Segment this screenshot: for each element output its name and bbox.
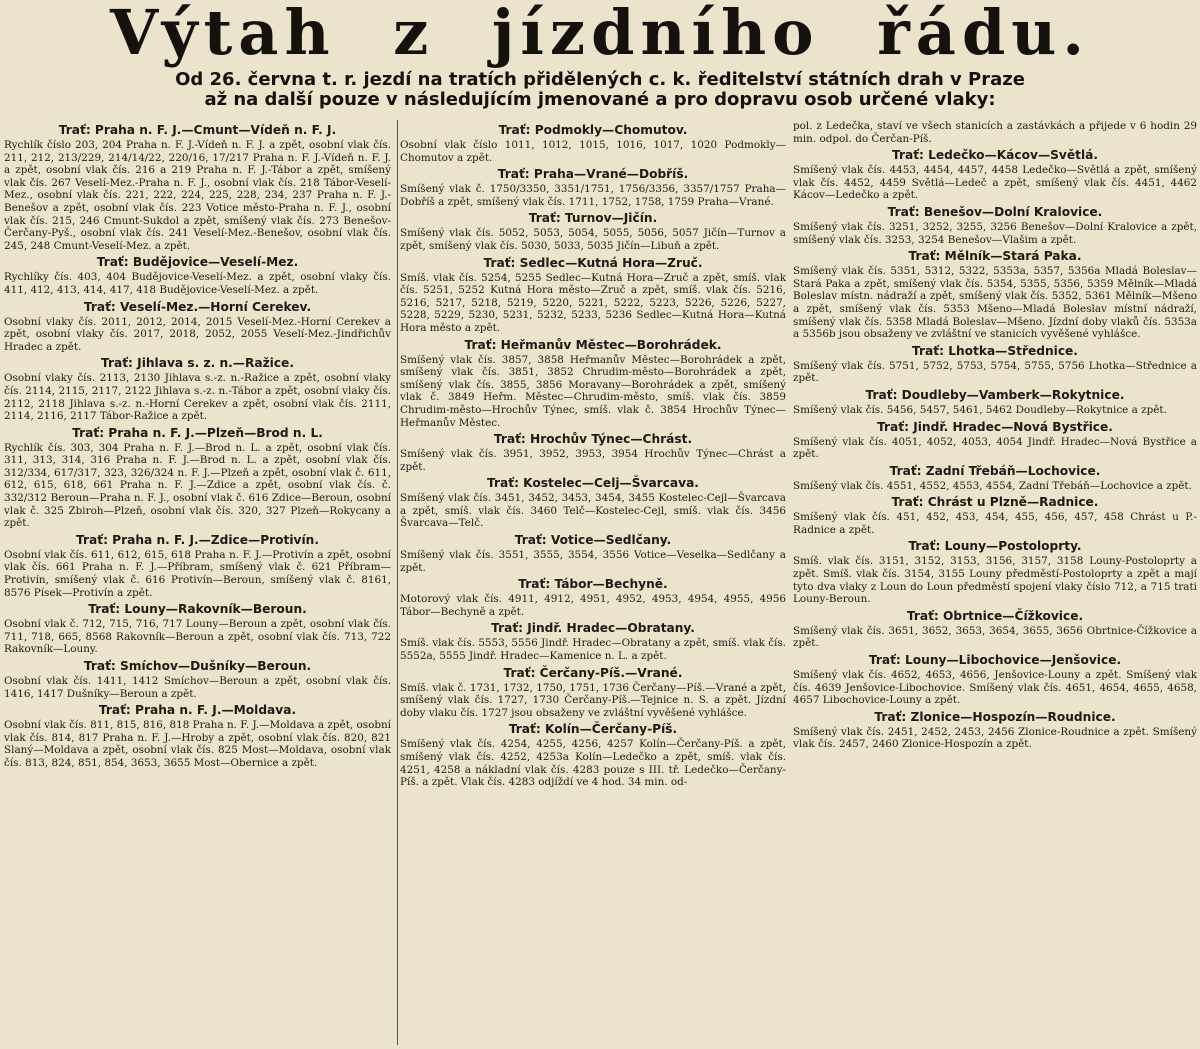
route-title: Trať: Praha—Vrané—Dobříš. bbox=[497, 167, 689, 182]
route-text: Smíšený vlak čís. 451, 452, 453, 454, 455, 456, 457, 458 Chrást u P.-Radnice a zpět. bbox=[793, 511, 1197, 536]
route-text: Smíš. vlak č. 1731, 1732, 1750, 1751, 1736 Čerčany—Píš.—Vrané a zpět, smíšený vlak čís. 1727, 1730 Čerčany-Píš.—Tejnice n. S. a zpět. Jízdní doby vlaku čís. 1727 jsou obsaženy ve zvláštní vyvěšené vyhlášce. bbox=[400, 681, 786, 719]
route-section bbox=[793, 120, 1197, 145]
page-title: Výtah z jízdního řádu. bbox=[110, 0, 1090, 69]
route-section bbox=[400, 576, 786, 618]
route-section bbox=[4, 532, 391, 599]
route-text: Osobní vlaky čís. 2011, 2012, 2014, 2015 Veselí-Mez.-Horní Cerekev a zpět, osobní vlaky čís. 2017, 2018, 2052, 2055 Veselí-Mez.-Jindřichův Hradec a zpět. bbox=[4, 315, 391, 353]
route-title: Trať: Zadní Třebáň—Lochovice. bbox=[889, 463, 1101, 478]
route-text: Smíšený vlak čís. 4254, 4255, 4256, 4257 Kolín—Čerčany-Píš. a zpět, smíšený vlak čís. 4252, 4253a Kolín—Ledečko a zpět, smíš. vlak čís. 4251, 4258 a nákladní vlak čís. 4283 pouze s III. tř. Ledečko—Čerčany-Píš. a zpět. Vlak čís. 4283 odjíždí ve 4 hod. 34 min. od- bbox=[400, 738, 786, 789]
route-section bbox=[4, 122, 391, 252]
route-section bbox=[793, 652, 1197, 707]
route-text: Smíšený vlak čís. 3951, 3952, 3953, 3954 Hrochův Týnec—Chrást a zpět. bbox=[400, 448, 786, 473]
route-section bbox=[793, 709, 1197, 751]
route-text: Smíšený vlak čís. 3451, 3452, 3453, 3454, 3455 Kostelec-Cejl—Švarcava a zpět, smíš. vlak čís. 3460 Telč—Kostelec-Cejl, smíš. vlak čís. 3456 Švarcava—Telč. bbox=[400, 492, 786, 530]
column-2 bbox=[397, 120, 786, 1045]
route-text: Osobní vlak č. 712, 715, 716, 717 Louny—Beroun a zpět, osobní vlak čís. 711, 718, 665, 8568 Rakovník—Beroun a zpět, osobní vlak čís. 713, 722 Rakovník—Louny. bbox=[4, 618, 391, 656]
route-text: Rychlík čís. 303, 304 Praha n. F. J.—Brod n. L. a zpět, osobní vlak čís. 311, 313, 314, 316 Praha n. F. J.—Brod n. L. a zpět, osobní vlak čís. 312/334, 617/317, 323, 326/324 n. F. J.—Plzeň a zpět, osobní vlak č. 611, 612, 615, 618, 661 Praha n. F. J.—Zdice a zpět, osobní vlak čís. č. 332/312 Beroun—Praha n. F. J., osobní vlak č. 616 Zdice—Beroun, osobní vlak č. 325 Zbiroh—Plzeň, osobní vlak čís. 320, 327 Plzeň—Rokycany a zpět. bbox=[4, 441, 391, 530]
route-text: Smíšený vlak čís. 5052, 5053, 5054, 5055, 5056, 5057 Jičín—Turnov a zpět, smíšený vlak čís. 5030, 5033, 5035 Jičín—Libuň a zpět. bbox=[400, 227, 786, 252]
route-text: Smíšený vlak čís. 5456, 5457, 5461, 5462 Doudleby—Rokytnice a zpět. bbox=[793, 403, 1167, 416]
route-title: Trať: Votice—Sedlčany. bbox=[514, 533, 672, 548]
route-title: Trať: Praha n. F. J.—Cmunt—Vídeň n. F. J. bbox=[58, 123, 337, 137]
route-section bbox=[793, 147, 1197, 202]
column-1 bbox=[4, 120, 391, 1045]
route-title: Trať: Jindř. Hradec—Nová Bystřice. bbox=[877, 419, 1113, 434]
route-title: Trať: Louny—Postoloprty. bbox=[908, 539, 1082, 554]
route-text: Smíšený vlak čís. 4551, 4552, 4553, 4554, Zadní Třebáň—Lochovice a zpět. bbox=[793, 479, 1192, 492]
route-section bbox=[793, 204, 1197, 246]
route-title: Trať: Mělník—Stará Paka. bbox=[908, 249, 1082, 264]
route-text: Smíš. vlak čís. 5553, 5556 Jindř. Hradec—Obratany a zpět, smíš. vlak čís. 5552a, 5555 Jindř. Hradec—Kamenice n. L. a zpět. bbox=[400, 637, 786, 663]
route-title: Trať: Budějovice—Veselí-Mez. bbox=[96, 255, 299, 270]
route-section bbox=[793, 608, 1197, 650]
route-section bbox=[4, 425, 391, 530]
route-text: Osobní vlak čís. 811, 815, 816, 818 Praha n. F. J.—Moldava a zpět, osobní vlak čís. 814, 817 Praha n. F. J.—Hroby a zpět, osobní vlak čís. 820, 821 Slaný—Moldava a zpět, osobní vlak čís. 825 Most—Moldava, osobní vlak čís. 813, 824, 851, 854, 3653, 3655 Most—Obernice a zpět. bbox=[4, 719, 391, 769]
route-text: Smíšený vlak čís. 5351, 5312, 5322, 5353a, 5357, 5356a Mladá Boleslav—Stará Paka a zpět, smíšený vlak čís. 5354, 5355, 5356, 5359 Mělník—Mladá Boleslav místn. nádraží a zpět, smíšený vlak čís. 5352, 5361 Mělník—Mšeno a zpět, smíšený vlak čís. 5353 Mšeno—Mladá Boleslav místní nádraží, smíšený vlak čís. 5358 Mladá Boleslav—Mšeno. Jízdní doby vlaků čís. 5353a a 5356b jsou obsaženy ve zvláštní ve stanicích vyvěšené vyhlášce. bbox=[793, 265, 1197, 341]
route-section bbox=[793, 248, 1197, 341]
route-text: Osobní vlak číslo 1011, 1012, 1015, 1016, 1017, 1020 Podmokly—Chomutov a zpět. bbox=[400, 139, 786, 164]
route-section bbox=[400, 721, 786, 788]
route-text: Smíšený vlak čís. 4652, 4653, 4656, Jenšovice-Louny a zpět. Smíšený vlak čís. 4639 Jenšovice-Libochovice. Smíšený vlak čís. 4651, 4654, 4655, 4658, 4657 Libochovice-Louny a zpět. bbox=[793, 669, 1197, 707]
route-title: Trať: Heřmanův Městec—Borohrádek. bbox=[464, 337, 722, 352]
route-text: pol. z Ledečka, staví ve všech stanicích a zastávkách a přijede v 6 hodin 29 min. odpol. do Čerčan-Píš. bbox=[793, 120, 1197, 145]
route-title: Trať: Louny—Rakovník—Beroun. bbox=[88, 602, 307, 617]
route-title: Trať: Veselí-Mez.—Horní Cerekev. bbox=[83, 299, 312, 314]
route-text: Smíšený vlak čís. 2451, 2452, 2453, 2456 Zlonice-Roudnice a zpět. Smíšený vlak čís. 2457, 2460 Zlonice-Hospozín a zpět. bbox=[793, 725, 1197, 751]
route-title: Trať: Smíchov—Dušníky—Beroun. bbox=[83, 659, 312, 673]
route-section bbox=[793, 387, 1197, 417]
route-text: Motorový vlak čís. 4911, 4912, 4951, 4952, 4953, 4954, 4955, 4956 Tábor—Bechyně a zpět. bbox=[400, 593, 786, 618]
route-title: Trať: Zlonice—Hospozín—Roudnice. bbox=[874, 709, 1116, 724]
route-section bbox=[793, 538, 1197, 605]
route-section bbox=[400, 665, 786, 720]
route-text: Rychlíky čís. 403, 404 Budějovice-Veselí-Mez. a zpět, osobní vlaky čís. 411, 412, 413, 414, 417, 418 Budějovice-Veselí-Mez. a zpět. bbox=[4, 271, 391, 296]
route-text: Smíš. vlak čís. 5254, 5255 Sedlec—Kutná Hora—Zruč a zpět, smíš. vlak čís. 5251, 5252 Kutná Hora město—Zruč a zpět, smíš. vlak čís. 5216, 5216, 5217, 5218, 5219, 5220, 5221, 5222, 5223, 5226, 5226, 5227, 5228, 5229, 5230, 5231, 5232, 5233, 5236 Sedlec—Kutná Hora—Kutná Hora město a zpět. bbox=[400, 271, 786, 334]
route-title: Trať: Doudleby—Vamberk—Rokytnice. bbox=[865, 387, 1125, 402]
route-title: Trať: Kostelec—Celj—Švarcava. bbox=[487, 476, 699, 491]
route-title: Trať: Jihlava s. z. n.—Ražice. bbox=[101, 356, 294, 371]
route-text: Osobní vlak čís. 1411, 1412 Smíchov—Beroun a zpět, osobní vlak čís. 1416, 1417 Dušníky—Beroun a zpět. bbox=[4, 675, 391, 700]
route-text: Smíšený vlak čís. 3551, 3555, 3554, 3556 Votice—Veselka—Sedlčany a zpět. bbox=[400, 549, 786, 574]
route-title: Trať: Kolín—Čerčany-Píš. bbox=[508, 722, 678, 737]
route-section bbox=[4, 601, 391, 656]
route-section bbox=[793, 463, 1197, 493]
route-title: Trať: Sedlec—Kutná Hora—Zruč. bbox=[483, 255, 703, 270]
route-title: Trať: Lhotka—Střednice. bbox=[912, 343, 1078, 358]
route-title: Trať: Hrochův Týnec—Chrást. bbox=[493, 432, 693, 447]
route-section bbox=[400, 337, 786, 430]
route-text: Smíšený vlak čís. 4051, 4052, 4053, 4054 Jindř. Hradec—Nová Bystřice a zpět. bbox=[793, 435, 1197, 461]
route-text: Smíšený vlak čís. 3651, 3652, 3653, 3654, 3655, 3656 Obrtnice-Čížkovice a zpět. bbox=[793, 624, 1197, 650]
route-text: Smíšený vlak čís. 3251, 3252, 3255, 3256 Benešov—Dolní Kralovice a zpět, smíšený vlak čís. 3253, 3254 Benešov—Vlašim a zpět. bbox=[793, 220, 1197, 246]
route-text: Smíš. vlak čís. 3151, 3152, 3153, 3156, 3157, 3158 Louny-Postoloprty a zpět. Smíš. vlak čís. 3154, 3155 Louny předměstí-Postoloprty a zpět a mají tyto dva vlaky z Loun do Loun předměstí spojení vlaky číslo 712, a 715 trati Louny-Beroun. bbox=[793, 555, 1197, 606]
route-section bbox=[793, 343, 1197, 385]
route-title: Trať: Podmokly—Chomutov. bbox=[498, 123, 688, 137]
route-title: Trať: Obrtnice—Čížkovice. bbox=[906, 608, 1084, 623]
route-section bbox=[400, 532, 786, 574]
route-section bbox=[793, 419, 1197, 461]
subtitle bbox=[0, 70, 1200, 110]
route-section bbox=[400, 620, 786, 662]
subtitle-line-1: Od 26. června t. r. jezdí na tratích přidělených c. k. ředitelství státních drah v Praze bbox=[175, 69, 1025, 90]
route-section bbox=[400, 475, 786, 530]
route-title: Trať: Praha n. F. J.—Moldava. bbox=[98, 703, 297, 718]
route-title: Trať: Praha n. F. J.—Plzeň—Brod n. L. bbox=[72, 425, 323, 440]
route-title: Trať: Jindř. Hradec—Obratany. bbox=[491, 621, 695, 636]
route-section bbox=[4, 299, 391, 354]
route-section bbox=[400, 122, 786, 164]
route-text: Rychlík číslo 203, 204 Praha n. F. J.-Vídeň n. F. J. a zpět, osobní vlak čís. 211, 212, 213/229, 214/14/22, 220/16, 17/217 Praha n. F. J.-Vídeň n. F. J. a zpět, osobní vlak čís. 216 a 219 Praha n. F. J.-Tábor a zpět, smíšený vlak čís. 267 Veselí-Mez.-Praha n. F. J., osobní vlak čís. 218 Tábor-Veselí-Mez., osobní vlak čís. 221, 222, 224, 225, 228, 234, 237 Praha n. F. J.-Benešov a zpět, osobní vlak čís. 223 Votice město-Praha n. F. J., osobní vlak čís. 215, 246 Cmunt-Sukdol a zpět, smíšený vlak čís. 273 Benešov-Čerčany-Pyš., osobní vlak čís. 241 Veselí-Mez.-Benešov, osobní vlak čís. 245, 248 Cmunt-Veselí-Mez. a zpět. bbox=[4, 139, 391, 252]
route-text: Smíšený vlak čís. 3857, 3858 Heřmanův Městec—Borohrádek a zpět, smíšený vlak čís. 3851, 3852 Chrudim-město—Borohrádek a zpět, smíšený vlak čís. 3855, 3856 Moravany—Borohrádek a zpět, smíšený vlak č. 3849 Heřm. Městec—Chrudim-město, smíš. vlak čís. 3859 Chrudim-město—Hrochův Týnec, smíš. vlak č. 3854 Hrochův Týnec—Heřmanův Městec. bbox=[400, 353, 786, 429]
route-text: Smíšený vlak č. 1750/3350, 3351/1751, 1756/3356, 3357/1757 Praha—Dobříš a zpět, smíšený vlak čís. 1711, 1752, 1758, 1759 Praha—Vrané. bbox=[400, 183, 786, 208]
route-text: Osobní vlaky čís. 2113, 2130 Jihlava s.-z. n.-Ražice a zpět, osobní vlaky čís. 2114, 2115, 2117, 2122 Jihlava s.-z. n.-Tábor a zpět, osobní vlaky čís. 2112, 2118 Jihlava s.-z. n.-Horní Cerekev a zpět, osobní vlak čís. 2111, 2114, 2116, 2117 Tábor-Ražice a zpět. bbox=[4, 372, 391, 423]
route-section bbox=[793, 494, 1197, 536]
route-title: Trať: Benešov—Dolní Kralovice. bbox=[887, 204, 1103, 219]
route-text: Smíšený vlak čís. 4453, 4454, 4457, 4458 Ledečko—Světlá a zpět, smíšený vlak čís. 4452, 4459 Světlá—Ledeč a zpět, smíšený vlak čís. 4451, 4462 Kácov—Ledečko a zpět. bbox=[793, 164, 1197, 202]
route-section bbox=[400, 210, 786, 252]
route-title: Trať: Praha n. F. J.—Zdice—Protivín. bbox=[76, 532, 319, 547]
route-title: Trať: Čerčany-Píš.—Vrané. bbox=[503, 665, 683, 680]
route-section bbox=[400, 255, 786, 335]
route-section bbox=[4, 254, 391, 296]
route-section bbox=[400, 166, 786, 208]
route-title: Trať: Turnov—Jičín. bbox=[528, 211, 658, 226]
route-text: Smíšený vlak čís. 5751, 5752, 5753, 5754, 5755, 5756 Lhotka—Střednice a zpět. bbox=[793, 359, 1197, 385]
route-title: Trať: Ledečko—Kácov—Světlá. bbox=[892, 148, 1098, 163]
route-section bbox=[4, 658, 391, 700]
route-title: Trať: Tábor—Bechyně. bbox=[518, 577, 668, 592]
route-title: Trať: Louny—Libochovice—Jenšovice. bbox=[868, 653, 1122, 668]
route-text: Osobní vlak čís. 611, 612, 615, 618 Praha n. F. J.—Protivín a zpět, osobní vlak čís. 661 Praha n. F. J.—Příbram, smíšený vlak č. 621 Příbram—Protivín, smíšený vlak č. 616 Protivín—Beroun, smíšený vlak č. 8161, 8576 Písek—Protivín a zpět. bbox=[4, 548, 391, 599]
subtitle-line-2: až na další pouze v následujícím jmenované a pro dopravu osob určené vlaky: bbox=[204, 89, 996, 110]
route-section bbox=[400, 431, 786, 473]
route-section bbox=[4, 355, 391, 422]
route-section bbox=[4, 702, 391, 769]
route-title: Trať: Chrást u Plzně—Radnice. bbox=[891, 495, 1099, 510]
column-3 bbox=[793, 120, 1197, 1045]
